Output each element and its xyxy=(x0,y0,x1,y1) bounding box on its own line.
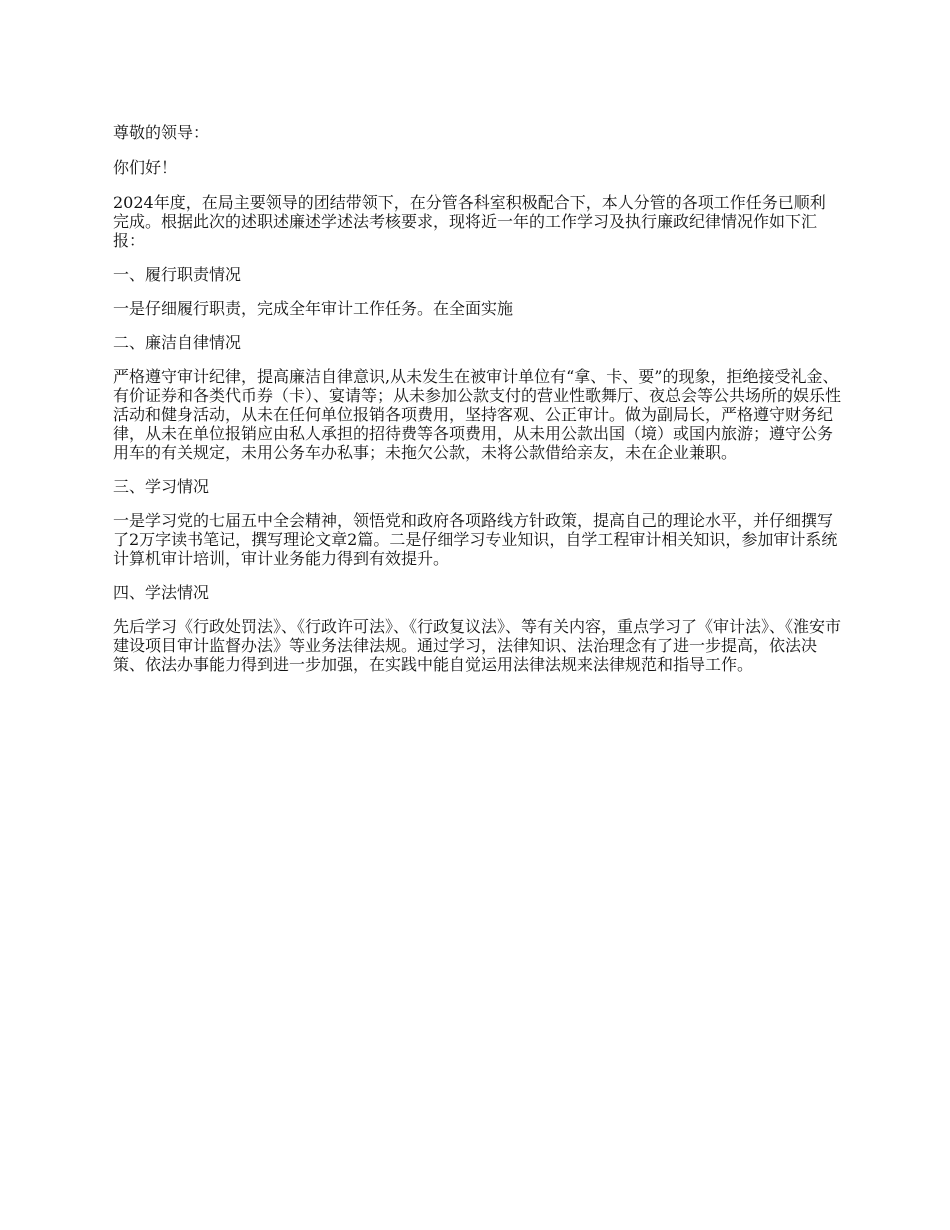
section-heading-integrity: 二、廉洁自律情况 xyxy=(113,333,242,352)
salutation: 尊敬的领导： xyxy=(113,123,210,142)
intro-paragraph: 2024年度，在局主要领导的团结带领下，在分管各科室积极配合下，本人分管的各项工作任务已顺利完成。根据此次的述职述廉述学述法考核要求，现将近一年的工作学习及执行廉政纪律情况作如下汇报： xyxy=(113,193,826,250)
section-heading-law: 四、学法情况 xyxy=(113,583,210,602)
section-body-law: 先后学习《行政处罚法》、《行政许可法》、《行政复议法》、等有关内容，重点学习了《审计法》、《淮安市建设项目审计监督办法》等业务法律法规。通过学习，法律知识、法治理念有了进一步提高，依法决策、依法办事能力得到进一步加强，在实践中能自觉运用法律法规来法律规范和指导工作。 xyxy=(113,617,842,674)
section-body-study: 一是学习党的七届五中全会精神，领悟党和政府各项路线方针政策，提高自己的理论水平，并仔细撰写了2万字读书笔记，撰写理论文章2篇。二是仔细学习专业知识，自学工程审计相关知识，参加审计系统计算机审计培训，审计业务能力得到有效提升。 xyxy=(113,511,838,568)
section-heading-duties: 一、履行职责情况 xyxy=(113,265,242,284)
section-body-duties: 一是仔细履行职责，完成全年审计工作任务。在全面实施 xyxy=(113,299,514,318)
document-page xyxy=(113,123,841,674)
section-body-integrity: 严格遵守审计纪律，提高廉洁自律意识,从未发生在被审计单位有“拿、卡、要”的现象，拒绝接受礼金、有价证券和各类代币券（卡）、宴请等；从未参加公款支付的营业性歌舞厅、夜总会等公共场所的娱乐性活动和健身活动，从未在任何单位报销各项费用，坚持客观、公正审计。做为副局长，严格遵守财务纪律，从未在单位报销应由私人承担的招待费等各项费用，从未用公款出国（境）或国内旅游；遵守公务用车的有关规定，未用公务车办私事；未拖欠公款，未将公款借给亲友，未在企业兼职。 xyxy=(113,367,842,462)
section-heading-study: 三、学习情况 xyxy=(113,477,210,496)
greeting: 你们好！ xyxy=(113,158,178,177)
